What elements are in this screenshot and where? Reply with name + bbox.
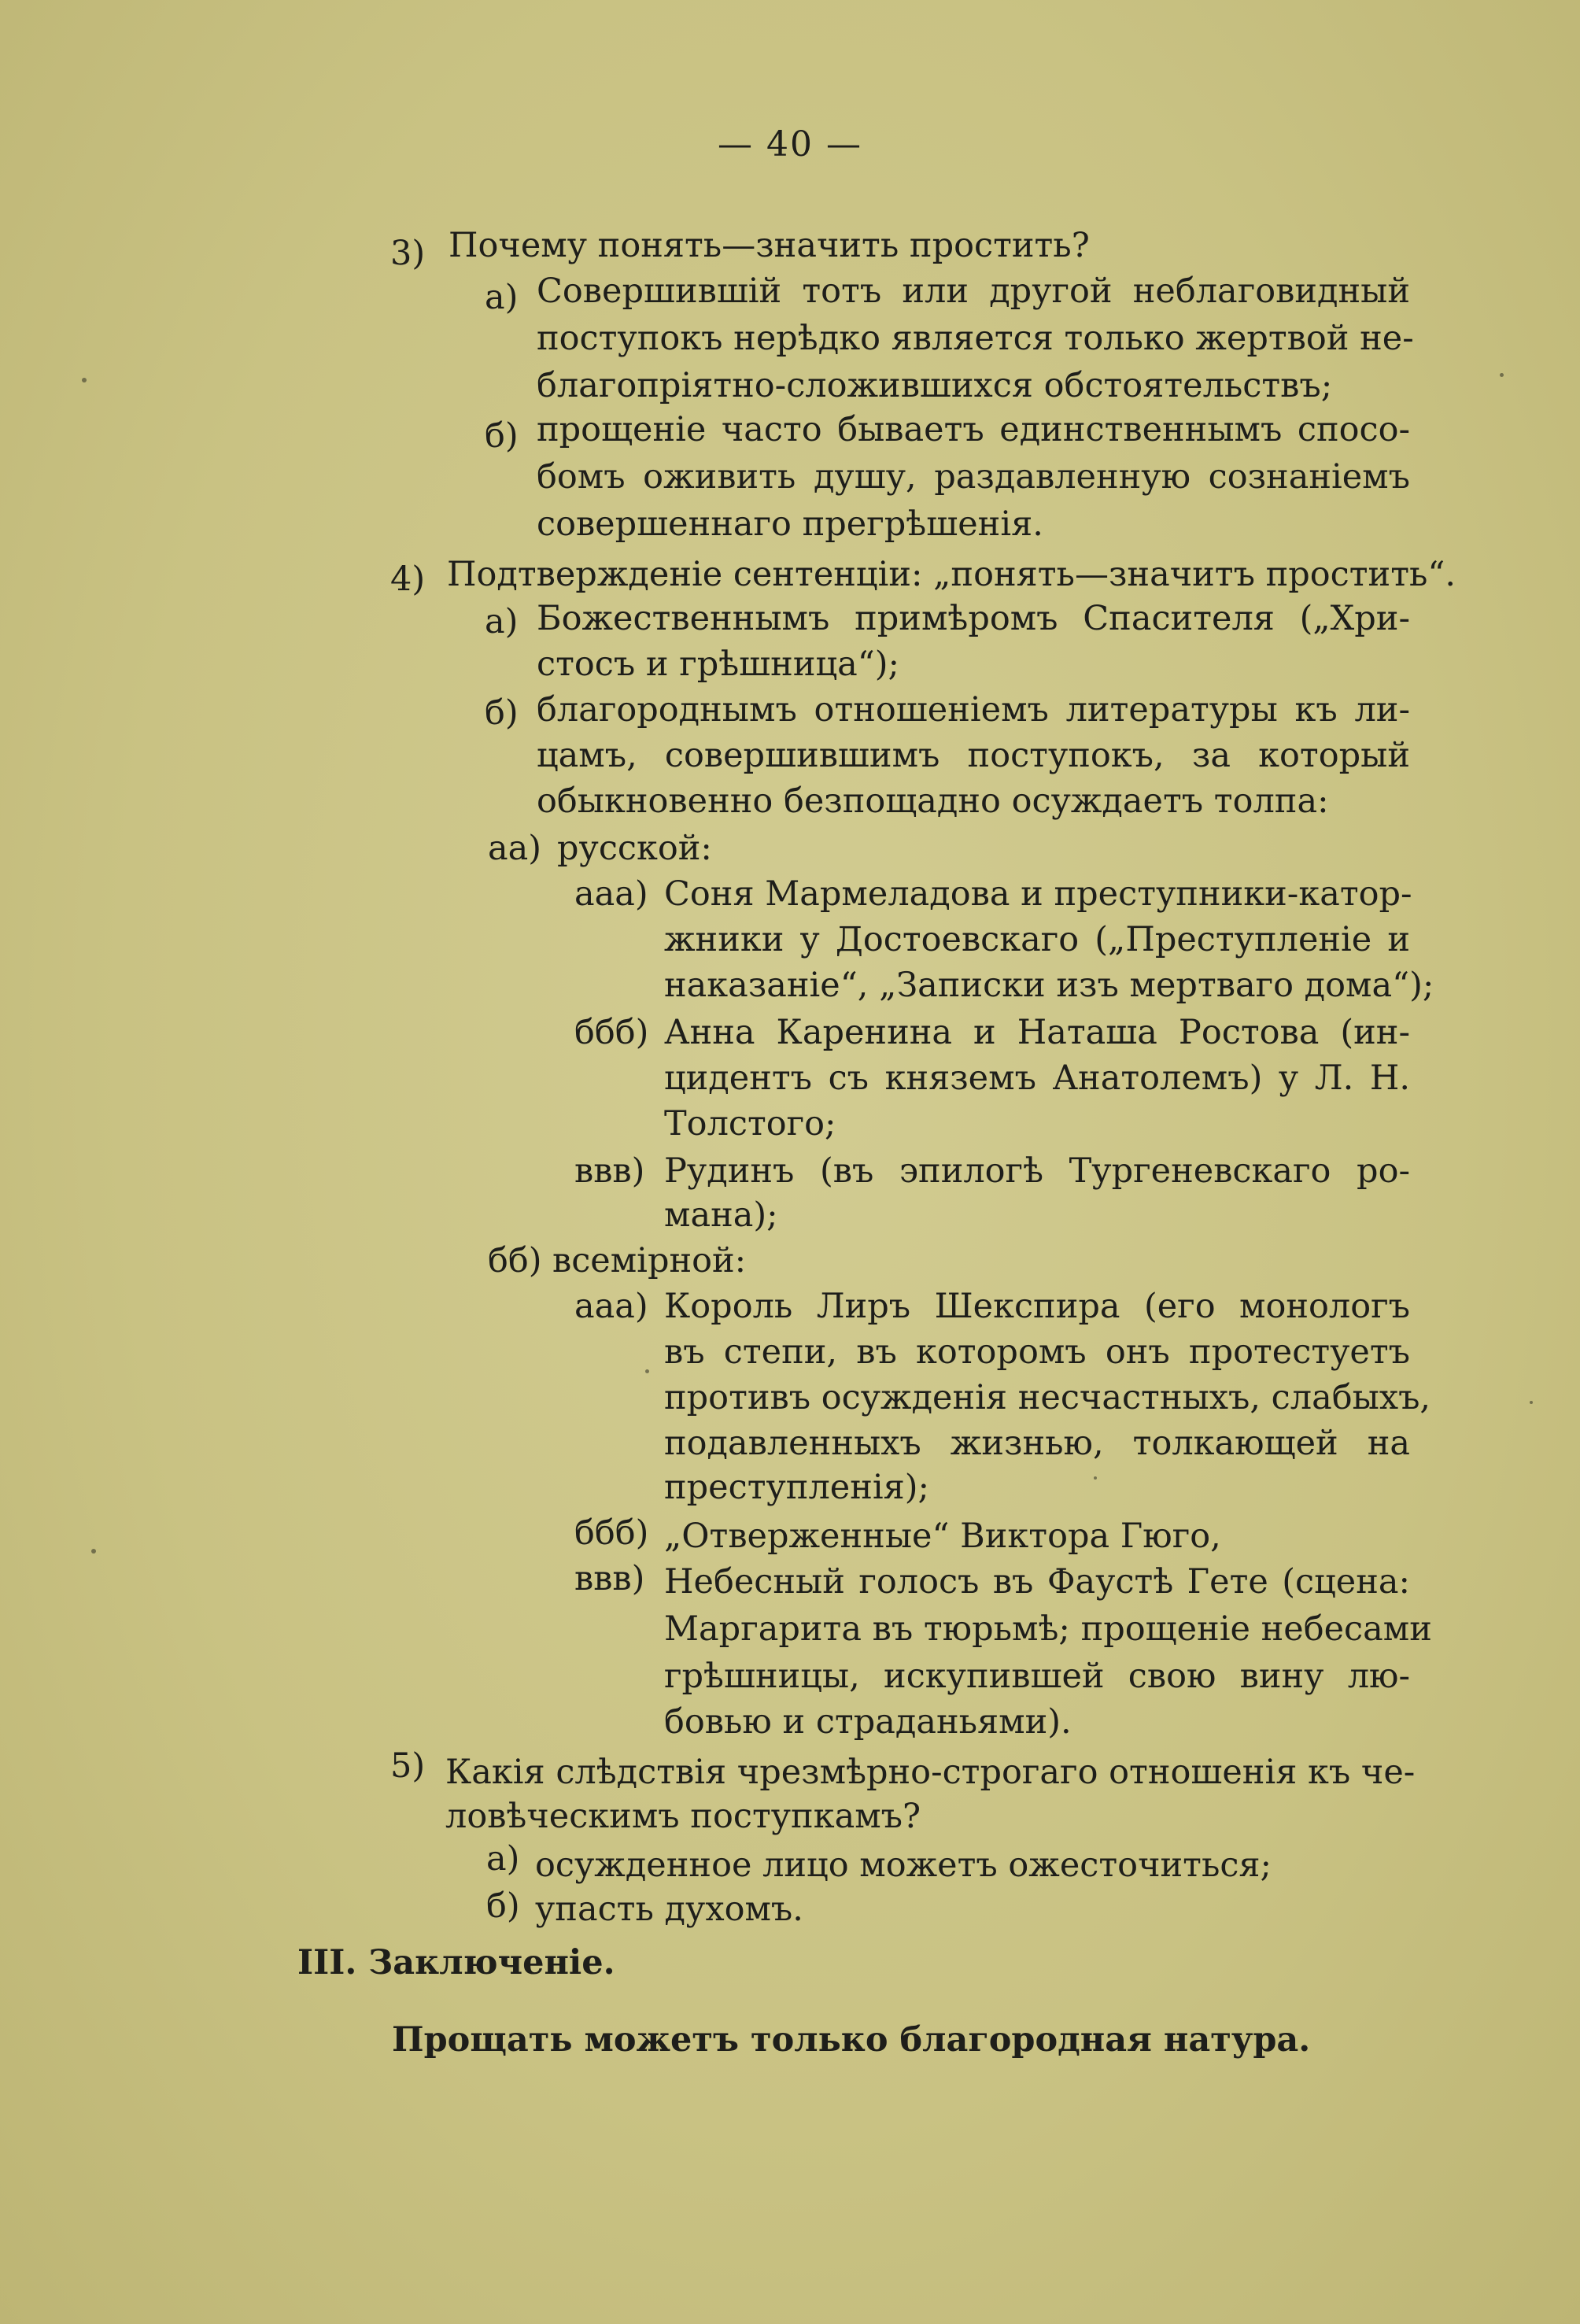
section-4-bb-aaa-line-3: противъ осужденія несчастныхъ, слабыхъ,	[664, 1378, 1431, 1417]
section-3b-line-2: бомъ оживить душу, раздавленную сознаніемъ	[537, 457, 1410, 497]
section-4b-line-2: цамъ, совершившимъ поступокъ, за который	[537, 736, 1410, 775]
section-5-heading-line-2: ловѣческимъ поступкамъ?	[445, 1797, 921, 1836]
section-3a-line-3: благопріятно-сложившихся обстоятельствъ;	[537, 366, 1333, 405]
paper-speck	[1500, 373, 1504, 377]
section-5a-marker: а)	[486, 1839, 520, 1879]
section-4-bb-marker: бб)	[488, 1241, 542, 1280]
section-4-aa-label: русской:	[557, 829, 712, 868]
section-3a-marker: а)	[485, 278, 519, 317]
section-4-aa-vvv-marker: ввв)	[574, 1151, 645, 1191]
section-4-bb-label: всемірной:	[552, 1241, 747, 1280]
section-5b-text: упасть духомъ.	[535, 1890, 803, 1929]
section-4a-line-1: Божественнымъ примѣромъ Спасителя („Хри-	[537, 599, 1410, 638]
section-4-heading: Подтвержденіе сентенціи: „понять—значитъ простить“.	[447, 555, 1456, 594]
section-4-bb-aaa-line-2: въ степи, въ которомъ онъ протестуетъ	[664, 1332, 1410, 1372]
section-4-aa-aaa-line-2: жники у Достоевскаго („Преступленіе и	[664, 920, 1410, 959]
section-4a-line-2: стосъ и грѣшница“);	[537, 645, 900, 684]
section-4-bb-aaa-line-4: подавленныхъ жизнью, толкающей на	[664, 1424, 1410, 1463]
section-4-aa-aaa-line-3: наказаніе“, „Записки изъ мертваго дома“);	[664, 966, 1434, 1005]
section-4a-marker: а)	[485, 602, 519, 641]
section-4-bb-vvv-line-3: грѣшницы, искупившей свою вину лю-	[664, 1657, 1410, 1696]
section-4b-marker: б)	[485, 693, 519, 733]
section-4-aa-bbb-marker: ббб)	[574, 1013, 649, 1052]
section-4-bb-bbb-line-1: „Отверженные“ Виктора Гюго,	[664, 1517, 1221, 1556]
paper-speck	[1530, 1401, 1533, 1404]
section-4-aa-bbb-line-2: цидентъ съ княземъ Анатолемъ) у Л. Н.	[664, 1059, 1410, 1098]
section-3-marker: 3)	[390, 234, 426, 273]
section-5a-text: осужденное лицо можетъ ожесточиться;	[535, 1846, 1272, 1885]
section-4-bb-bbb-marker: ббб)	[574, 1513, 649, 1553]
section-4-bb-vvv-line-1: Небесный голосъ въ Фаустѣ Гете (сцена:	[664, 1562, 1410, 1602]
section-4-bb-vvv-marker: ввв)	[574, 1559, 645, 1598]
paper-speck	[645, 1369, 649, 1373]
page-number: — 40 —	[718, 124, 862, 164]
section-4-bb-aaa-marker: ааа)	[574, 1287, 648, 1326]
section-4b-line-1: благороднымъ отношеніемъ литературы къ ли-	[537, 690, 1410, 730]
section-4-aa-vvv-line-1: Рудинъ (въ эпилогѣ Тургеневскаго ро-	[664, 1151, 1410, 1191]
section-3a-line-2: поступокъ нерѣдко является только жертвой не-	[537, 319, 1414, 358]
section-4-bb-vvv-line-4: бовью и страданьями).	[664, 1702, 1072, 1742]
section-4-aa-marker: аа)	[488, 829, 542, 868]
section-5b-marker: б)	[486, 1886, 520, 1926]
section-3b-line-1: прощеніе часто бываетъ единственнымъ спосо-	[537, 410, 1410, 449]
section-4-aa-aaa-marker: ааа)	[574, 874, 648, 914]
section-4b-line-3: обыкновенно безпощадно осуждаетъ толпа:	[537, 781, 1329, 821]
section-5-heading-line-1: Какія слѣдствія чрезмѣрно-строгаго отношенія къ че-	[445, 1753, 1416, 1792]
section-5-marker: 5)	[390, 1746, 426, 1786]
conclusion-text: Прощать можетъ только благородная натура.	[392, 2020, 1311, 2060]
section-4-bb-vvv-line-2: Маргарита въ тюрьмѣ; прощеніе небесами	[664, 1609, 1432, 1649]
paper-speck	[1094, 1476, 1097, 1480]
paper-speck	[91, 1549, 96, 1554]
section-4-bb-aaa-line-1: Король Лиръ Шекспира (его монологъ	[664, 1287, 1410, 1326]
section-4-marker: 4)	[390, 560, 426, 599]
section-4-aa-vvv-line-2: мана);	[664, 1195, 778, 1235]
section-4-aa-bbb-line-1: Анна Каренина и Наташа Ростова (ин-	[664, 1013, 1410, 1052]
section-3b-marker: б)	[485, 416, 519, 456]
section-3-heading: Почему понять—значить простить?	[449, 226, 1090, 265]
section-4-aa-bbb-line-3: Толстого;	[664, 1104, 836, 1144]
section-4-aa-aaa-line-1: Соня Мармеладова и преступники-катор-	[664, 874, 1412, 914]
paper-speck	[82, 378, 87, 382]
conclusion-heading: III. Заключеніе.	[297, 1943, 615, 1982]
section-3a-line-1: Совершившій тотъ или другой неблаговидный	[537, 272, 1410, 311]
section-4-bb-aaa-line-5: преступленія);	[664, 1468, 930, 1507]
section-3b-line-3: совершеннаго прегрѣшенія.	[537, 504, 1043, 544]
